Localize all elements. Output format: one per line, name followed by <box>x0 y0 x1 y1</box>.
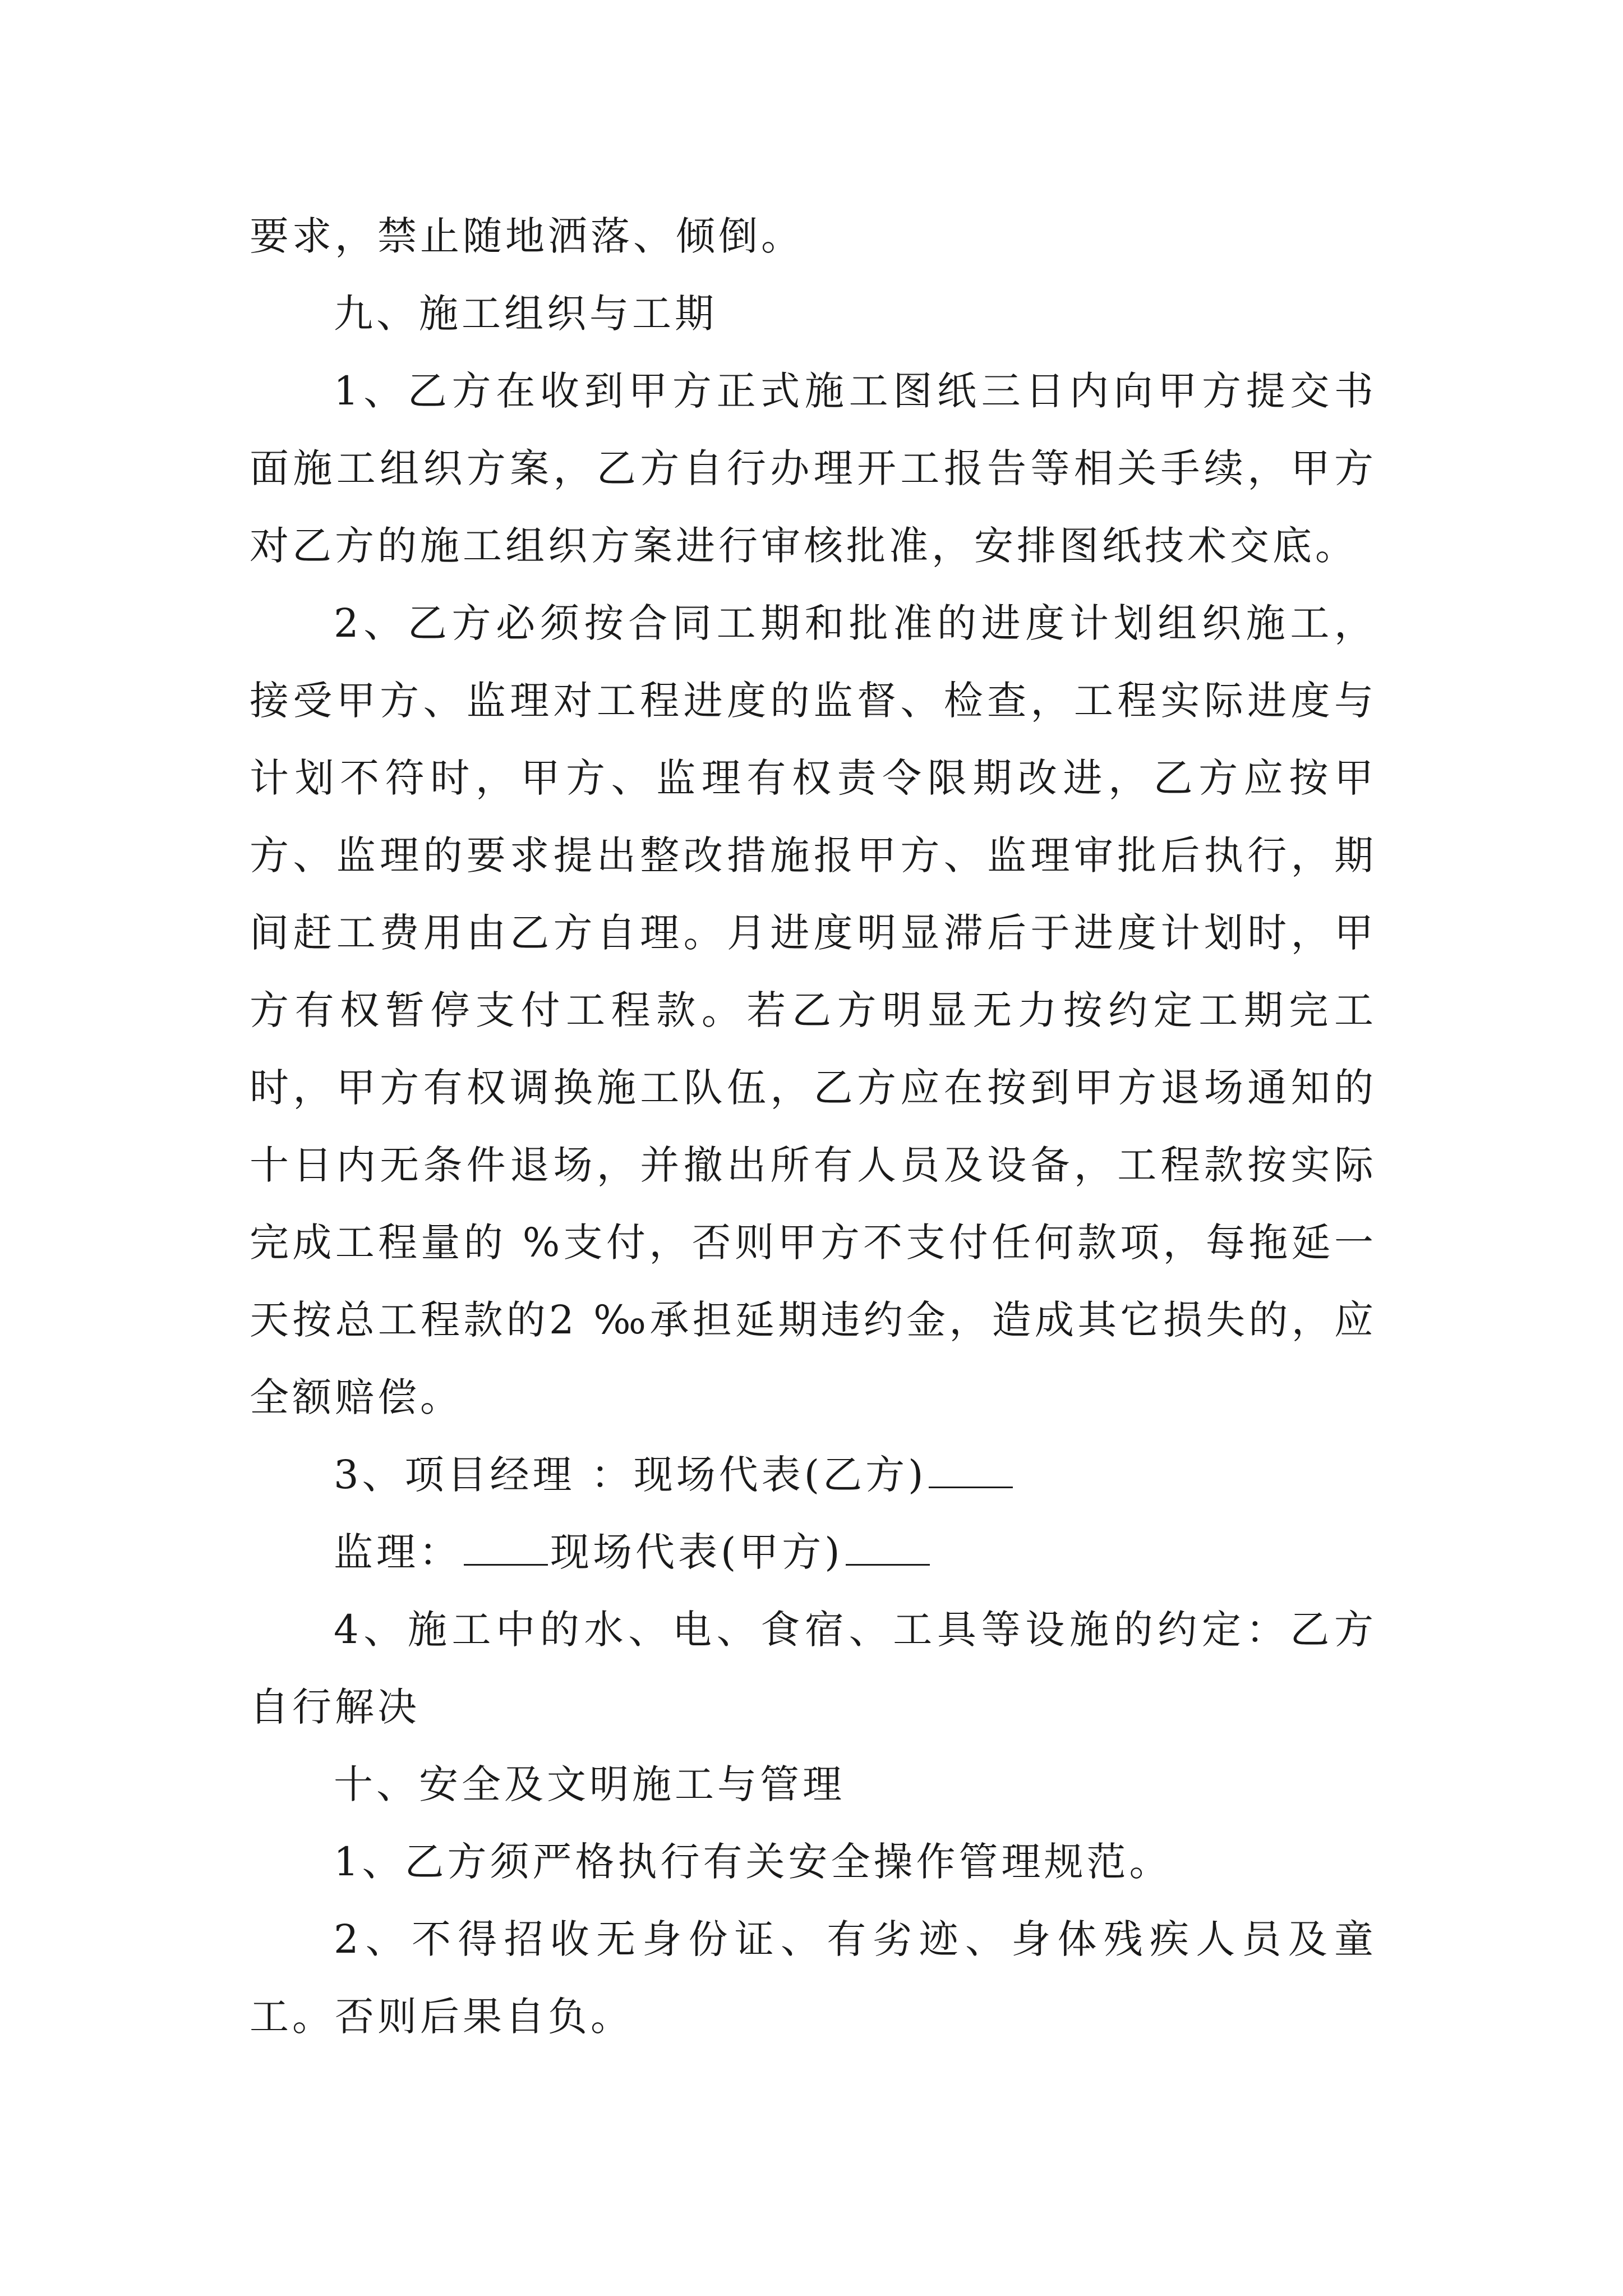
section-heading-construction-schedule: 九、施工组织与工期 <box>334 291 717 337</box>
signature-blank-line <box>929 1452 1013 1488</box>
paragraph-project-manager <box>250 1436 1377 1513</box>
site-representative-label: 现场代表(甲方) <box>550 1529 843 1575</box>
project-manager-label: 3、项目经理 ：现场代表(乙方) <box>334 1452 927 1498</box>
signature-blank-line <box>846 1529 930 1566</box>
signature-blank-line <box>464 1529 548 1566</box>
paragraph-facilities: 4、施工中的水、电、食宿、工具等设施的约定：乙方自行解决 <box>250 1607 1377 1730</box>
supervisor-label: 监理： <box>334 1529 462 1575</box>
paragraph-schedule-progress: 2、乙方必须按合同工期和批准的进度计划组织施工，接受甲方、监理对工程进度的监督、检查，工程实际进度与计划不符时，甲方、监理有权责令限期改进，乙方应按甲方、监理的要求提出整改措施报甲方、监理审批后执行，期间赶工费用由乙方自理。月进度明显滞后于进度计划时，甲方有权暂停支付工程款。若乙方明显无力按约定工期完工时，甲方有权调换施工队伍，乙方应在按到甲方退场通知的十日内无条件退场，并撤出所有人员及设备，工程款按实际完成工程量的 %支付，否则甲方不支付任何款项，每拖延一天按总工程款的2 ‰承担延期违约金，造成其它损失的，应全额赔偿。 <box>250 600 1377 1420</box>
paragraph-construction-plan: 1、乙方在收到甲方正式施工图纸三日内向甲方提交书面施工组织方案，乙方自行办理开工报告等相关手续，甲方对乙方的施工组织方案进行审核批准，安排图纸技术交底。 <box>250 368 1377 569</box>
paragraph-disposal-requirement: 要求，禁止随地洒落、倾倒。 <box>250 213 804 259</box>
paragraph-safety-rules: 1、乙方须严格执行有关安全操作管理规范。 <box>334 1839 1172 1885</box>
section-heading-safety-management: 十、安全及文明施工与管理 <box>334 1761 845 1807</box>
paragraph-supervisor <box>250 1513 1377 1591</box>
paragraph-hiring-restrictions: 2、不得招收无身份证、有劣迹、身体残疾人员及童工。否则后果自负。 <box>250 1916 1377 2040</box>
document-body <box>250 197 1377 2055</box>
